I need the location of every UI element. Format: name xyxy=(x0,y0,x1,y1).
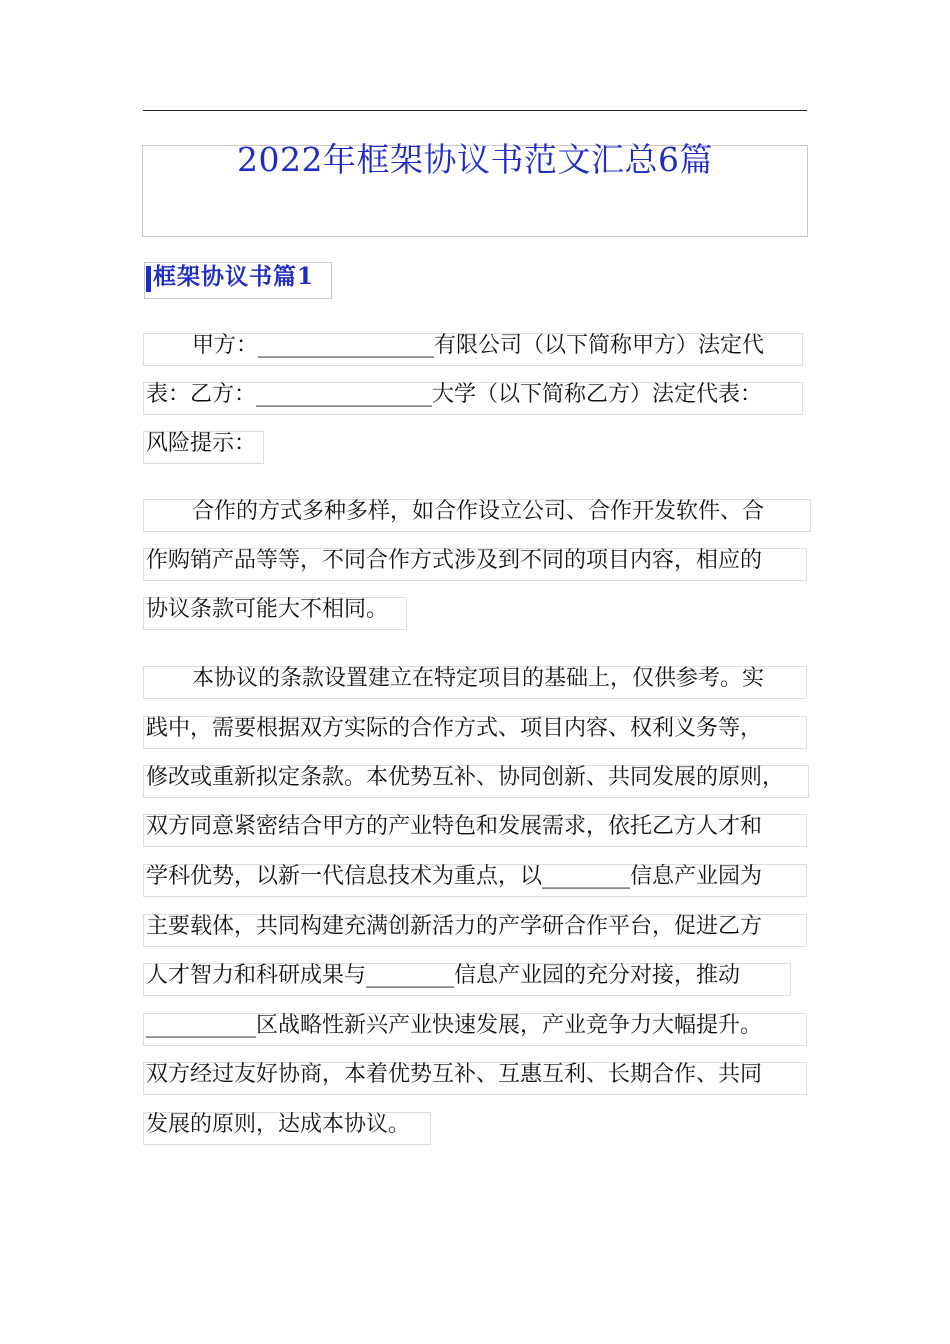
document-title: 2022年框架协议书范文汇总6篇 xyxy=(237,140,713,179)
paragraph-line xyxy=(143,333,803,366)
paragraph-line xyxy=(143,716,807,749)
line-text: 主要载体，共同构建充满创新活力的产学研合作平台，促进乙方 xyxy=(146,914,763,939)
paragraph-line xyxy=(143,597,407,630)
line-text: 合作的方式多种多样，如合作设立公司、合作开发软件、合 xyxy=(192,499,765,524)
paragraph-line xyxy=(143,548,807,581)
line-text: 双方同意紧密结合甲方的产业特色和发展需求，依托乙方人才和 xyxy=(146,814,763,839)
paragraph-line xyxy=(143,765,809,798)
paragraph-line xyxy=(143,963,791,996)
line-text: 人才智力和科研成果与________信息产业园的充分对接，推动 xyxy=(146,963,741,988)
header-rule xyxy=(143,110,807,111)
line-text: 甲方：________________有限公司（以下简称甲方）法定代 xyxy=(192,333,765,358)
line-text: 双方经过友好协商，本着优势互补、互惠互利、长期合作、共同 xyxy=(146,1062,763,1087)
line-text: 协议条款可能大不相同。 xyxy=(146,597,389,622)
section-heading: 框架协议书篇1 xyxy=(153,263,315,290)
line-text: 发展的原则，达成本协议。 xyxy=(146,1112,411,1137)
line-text: 学科优势，以新一代信息技术为重点，以________信息产业园为 xyxy=(146,864,763,889)
paragraph-line xyxy=(143,382,803,415)
line-text: 表：乙方：________________大学（以下简称乙方）法定代表： xyxy=(146,382,763,407)
paragraph-line xyxy=(143,499,811,532)
line-text: 作购销产品等等，不同合作方式涉及到不同的项目内容，相应的 xyxy=(146,548,763,573)
line-text: 修改或重新拟定条款。本优势互补、协同创新、共同发展的原则， xyxy=(146,765,785,790)
line-text: 本协议的条款设置建立在特定项目的基础上，仅供参考。实 xyxy=(192,666,765,691)
paragraph-line xyxy=(143,1013,807,1046)
paragraph-line xyxy=(143,914,807,947)
line-text: 风险提示： xyxy=(146,431,257,456)
paragraph-line xyxy=(143,431,264,464)
paragraph-line xyxy=(143,1062,807,1095)
line-text: 践中，需要根据双方实际的合作方式、项目内容、权利义务等， xyxy=(146,716,763,741)
line-text: __________区战略性新兴产业快速发展，产业竞争力大幅提升。 xyxy=(146,1013,763,1038)
paragraph-line xyxy=(143,864,807,897)
paragraph-line xyxy=(143,814,807,847)
section-marker xyxy=(146,266,151,292)
paragraph-line xyxy=(143,1112,431,1145)
paragraph-line xyxy=(143,666,807,699)
